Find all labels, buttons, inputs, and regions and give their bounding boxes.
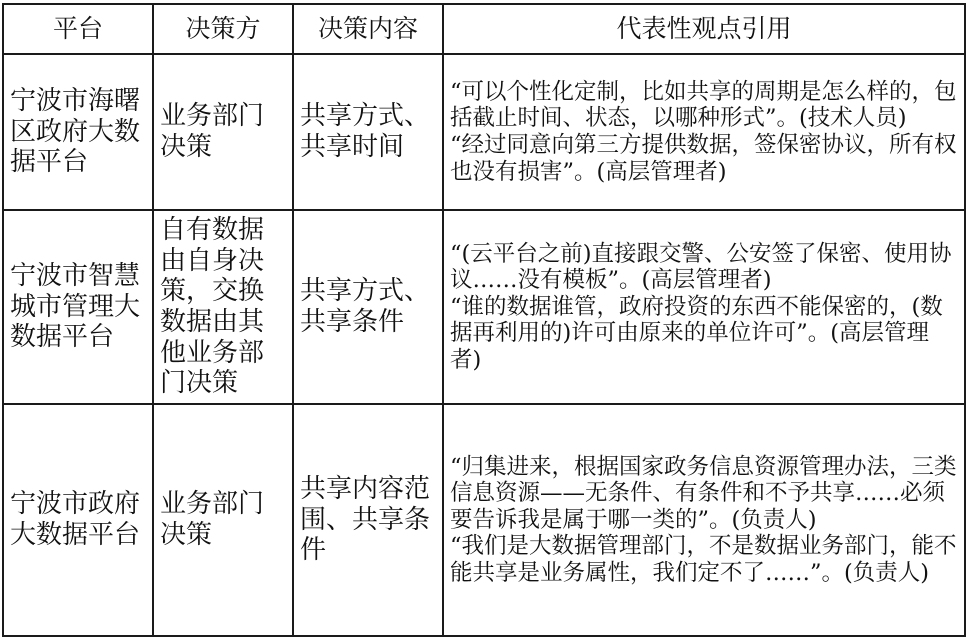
decision-content-cell: 共享方式、共享时间 xyxy=(293,54,443,210)
header-platform: 平台 xyxy=(3,4,153,54)
decision-maker-cell: 业务部门决策 xyxy=(153,404,293,636)
header-quotes: 代表性观点引用 xyxy=(443,4,965,54)
table-header-row xyxy=(3,4,965,54)
quote-text: “可以个性化定制，比如共享的周期是怎么样的，包括截止时间、状态，以哪种形式”。(技术人员) xyxy=(450,78,957,132)
quotes-cell xyxy=(443,210,965,404)
header-decision-content: 决策内容 xyxy=(293,4,443,54)
quotes-cell xyxy=(443,404,965,636)
decision-maker-cell: 自有数据由自身决策，交换数据由其他业务部门决策 xyxy=(153,210,293,404)
quote-text: “(云平台之前)直接跟交警、公安签了保密、使用协议……没有模板”。(高层管理者) xyxy=(450,240,952,294)
platform-cell: 宁波市政府大数据平台 xyxy=(3,404,153,636)
table-row xyxy=(3,54,965,210)
decision-maker-cell: 业务部门决策 xyxy=(153,54,293,210)
quote-text: “归集进来，根据国家政务信息资源管理办法，三类信息资源——无条件、有条件和不予共享……必须要告诉我是属于哪一类的”。(负责人) xyxy=(450,453,957,533)
quote-text: “经过同意向第三方提供数据，签保密协议，所有权也没有损害”。(高层管理者) xyxy=(450,132,957,185)
quote-text: “谁的数据谁管，政府投资的东西不能保密的，(数据再利用的)许可由原来的单位许可”。(高层管理者) xyxy=(450,293,943,373)
platform-cell: 宁波市海曙区政府大数据平台 xyxy=(3,54,153,210)
decision-table xyxy=(2,3,966,637)
header-decision-maker: 决策方 xyxy=(153,4,293,54)
decision-content-cell: 共享方式、共享条件 xyxy=(293,210,443,404)
decision-content-cell: 共享内容范围、共享条件 xyxy=(293,404,443,636)
table-row xyxy=(3,210,965,404)
quotes-cell xyxy=(443,54,965,210)
table-row xyxy=(3,404,965,636)
platform-cell: 宁波市智慧城市管理大数据平台 xyxy=(3,210,153,404)
quote-text: “我们是大数据管理部门，不是数据业务部门，能不能共享是业务属性，我们定不了……”。(负责人) xyxy=(450,533,957,586)
